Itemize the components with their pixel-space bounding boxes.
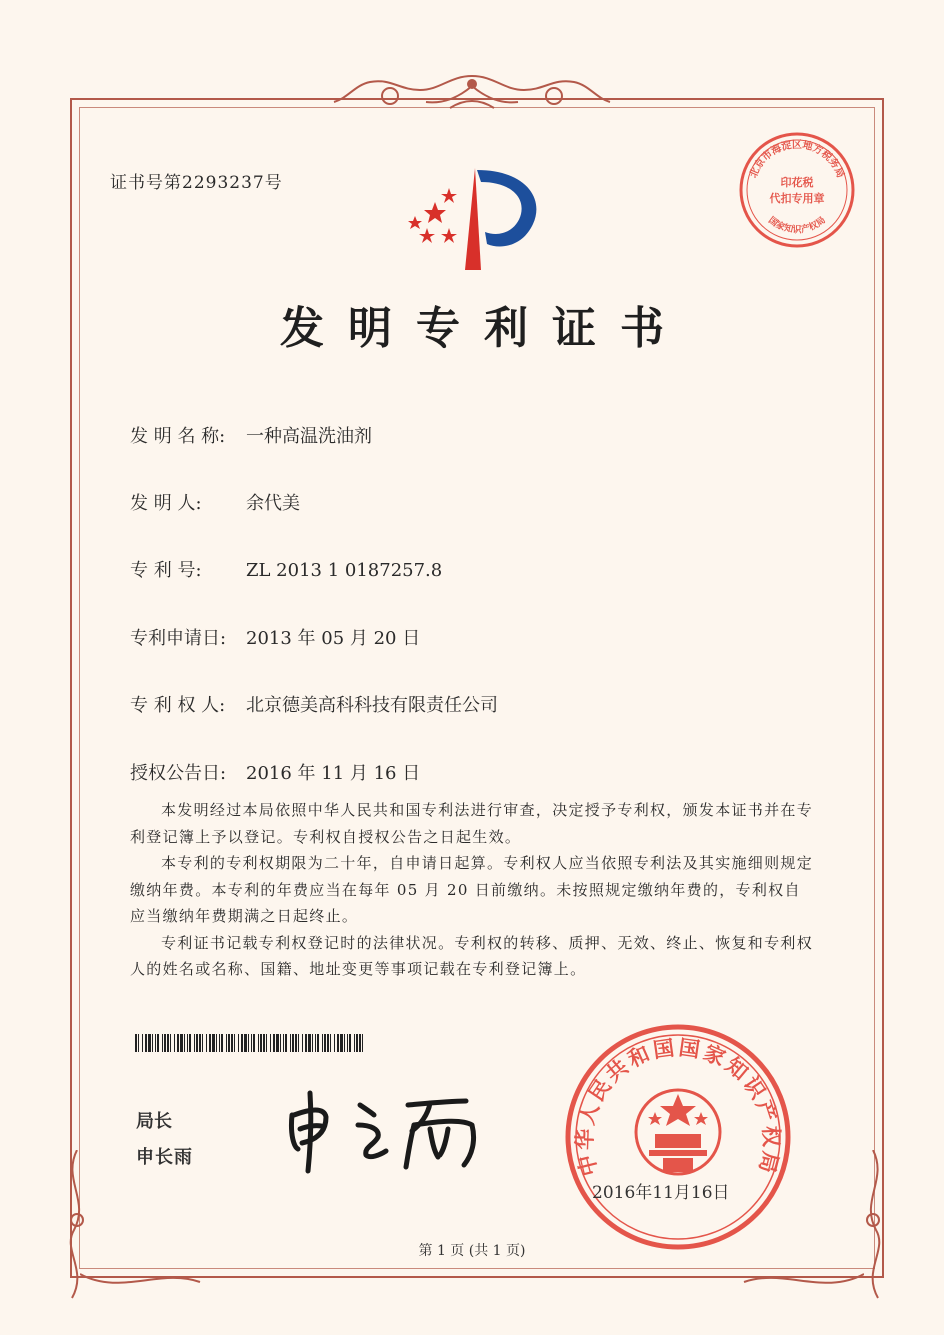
field-grant-date <box>130 759 420 785</box>
patent-office-emblem-icon <box>405 158 555 276</box>
seal-ring-text: 中华人民共和国国家知识产权局 <box>572 1035 784 1179</box>
field-label: 发 明 人: <box>130 493 202 514</box>
barcode-bar <box>221 1034 223 1052</box>
barcode-bar <box>231 1034 233 1052</box>
barcode-bar <box>148 1034 151 1052</box>
barcode-bar <box>298 1034 299 1052</box>
barcode-bar <box>260 1034 262 1052</box>
barcode-bar <box>317 1034 319 1052</box>
barcode-bar <box>194 1034 195 1052</box>
field-value: 一种高温洗油剂 <box>246 426 372 447</box>
field-value: 2013 年 05 月 20 日 <box>246 628 421 649</box>
barcode-bar <box>266 1034 267 1052</box>
barcode-bar <box>145 1034 147 1052</box>
barcode-bar <box>226 1034 227 1052</box>
barcode-bar <box>295 1034 297 1052</box>
barcode-bar <box>251 1034 252 1052</box>
barcode-bar <box>292 1034 294 1052</box>
seal-date: 2016年11月16日 <box>592 1183 730 1203</box>
barcode-bar <box>362 1034 363 1052</box>
barcode-bar <box>152 1034 153 1052</box>
barcode-bar <box>327 1034 329 1052</box>
barcode-bar <box>253 1034 255 1052</box>
barcode-bar <box>184 1034 185 1052</box>
page-footer: 第 1 页 (共 1 页) <box>418 1243 526 1259</box>
barcode-bar <box>162 1034 163 1052</box>
barcode-bar <box>142 1034 143 1052</box>
barcode-bar <box>238 1034 239 1052</box>
barcode-bar <box>280 1034 281 1052</box>
field-value: 北京德美高科科技有限责任公司 <box>246 695 498 716</box>
barcode-bar <box>315 1034 316 1052</box>
barcode-bar <box>290 1034 291 1052</box>
field-value: 余代美 <box>246 493 300 514</box>
barcode-bar <box>347 1034 348 1052</box>
field-patentee <box>130 691 498 717</box>
barcode-bar <box>285 1034 287 1052</box>
barcode-bar <box>359 1034 361 1052</box>
barcode-bar <box>270 1034 271 1052</box>
director-signature <box>280 1085 490 1175</box>
barcode-bar <box>234 1034 235 1052</box>
body-paragraph: 本专利的专利权期限为二十年，自申请日起算。专利权人应当依照专利法及其实施细则规定缴纳年费。本专利的年费应当在每年 05 月 20 日前缴纳。未按照规定缴纳年费的，专利权自应当缴纳年费期满之日起终止。 <box>130 854 814 925</box>
field-patent-number <box>130 556 442 582</box>
field-label: 授权公告日: <box>130 763 227 784</box>
field-label: 专利申请日: <box>130 628 227 649</box>
field-invention-name <box>130 422 372 448</box>
barcode-bar <box>219 1034 220 1052</box>
barcode-bar <box>322 1034 323 1052</box>
barcode-bar <box>344 1034 345 1052</box>
barcode-bar <box>174 1034 175 1052</box>
barcode-bar <box>202 1034 203 1052</box>
barcode-bar <box>330 1034 331 1052</box>
barcode-bar <box>177 1034 179 1052</box>
field-inventor <box>130 489 300 515</box>
bottom-ornament <box>80 1268 864 1298</box>
barcode-bar <box>138 1034 139 1052</box>
barcode-bar <box>354 1034 355 1052</box>
barcode-bar <box>189 1034 191 1052</box>
small-seal-center-1: 印花税 <box>780 176 814 189</box>
barcode-bar <box>263 1034 265 1052</box>
field-label: 专 利 权 人: <box>130 695 226 716</box>
barcode-bar <box>273 1034 275 1052</box>
field-application-date <box>130 624 420 650</box>
barcode-bar <box>170 1034 171 1052</box>
barcode-bar <box>248 1034 249 1052</box>
barcode-bar <box>180 1034 183 1052</box>
barcode-bar <box>308 1034 311 1052</box>
barcode-bar <box>199 1034 201 1052</box>
barcode-bar <box>187 1034 188 1052</box>
barcode-bar <box>337 1034 339 1052</box>
barcode-bar <box>228 1034 230 1052</box>
small-seal-bottom-text: 国家知识产权局 <box>766 215 828 236</box>
certificate-body <box>130 797 814 983</box>
tax-bureau-seal <box>737 130 857 250</box>
barcode-bar <box>302 1034 303 1052</box>
barcode-bar <box>324 1034 326 1052</box>
document-title: 发明专利证书 <box>280 303 688 354</box>
svg-text:北京市海淀区地方税务局 <box>747 138 847 180</box>
small-seal-ring-text: 北京市海淀区地方税务局 <box>748 139 846 180</box>
barcode-bar <box>276 1034 279 1052</box>
barcode-bar <box>258 1034 259 1052</box>
body-paragraph: 专利证书记载专利权登记时的法律状况。专利权的转移、质押、无效、终止、恢复和专利权人的姓名或名称、国籍、地址变更等事项记载在专利登记簿上。 <box>130 933 814 978</box>
barcode-bar <box>167 1034 169 1052</box>
barcode-bar <box>283 1034 284 1052</box>
barcode-bar <box>155 1034 156 1052</box>
barcode-bar <box>212 1034 215 1052</box>
barcode-bar <box>356 1034 358 1052</box>
svg-text:国家知识产权局 <box>766 214 828 235</box>
barcode-bar <box>209 1034 211 1052</box>
certificate-number: 证书号第2293237号 <box>110 173 283 193</box>
barcode-bar <box>340 1034 343 1052</box>
barcode-bar <box>164 1034 166 1052</box>
barcode-bar <box>334 1034 335 1052</box>
barcode-bar <box>135 1034 137 1052</box>
national-ipo-seal <box>563 1022 793 1252</box>
barcode-bar <box>216 1034 217 1052</box>
field-label: 发 明 名 称: <box>130 426 226 447</box>
barcode-bar <box>157 1034 159 1052</box>
barcode-bar <box>206 1034 207 1052</box>
field-label: 专 利 号: <box>130 560 202 581</box>
field-value: 2016 年 11 月 16 日 <box>246 763 421 784</box>
barcode-bar <box>349 1034 351 1052</box>
director-title: 局长 <box>136 1111 172 1132</box>
small-seal-center-2: 代扣专用章 <box>769 192 825 205</box>
barcode-bar <box>241 1034 243 1052</box>
top-ornament <box>330 68 614 120</box>
barcode-bar <box>305 1034 307 1052</box>
barcode <box>135 1034 367 1052</box>
director-name: 申长雨 <box>136 1147 193 1168</box>
barcode-bar <box>244 1034 247 1052</box>
barcode-bar <box>312 1034 313 1052</box>
field-value: ZL 2013 1 0187257.8 <box>246 560 443 581</box>
barcode-bar <box>196 1034 198 1052</box>
body-paragraph: 本发明经过本局依照中华人民共和国专利法进行审查，决定授予专利权，颁发本证书并在专利登记簿上予以登记。专利权自授权公告之日起生效。 <box>130 801 814 846</box>
